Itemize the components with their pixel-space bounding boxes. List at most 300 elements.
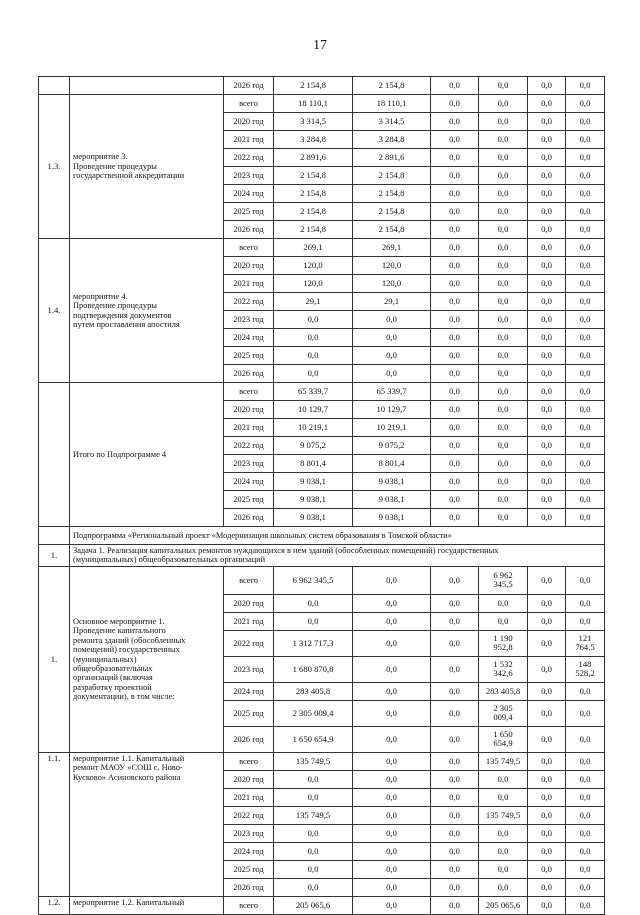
value-cell: 0,0 bbox=[431, 824, 479, 842]
row-number-cell bbox=[39, 383, 70, 527]
value-cell: 10 129,7 bbox=[353, 401, 431, 419]
value-cell: 0,0 bbox=[528, 473, 566, 491]
row-number-cell bbox=[39, 527, 70, 545]
value-cell: 0,0 bbox=[479, 509, 528, 527]
value-cell: 0,0 bbox=[274, 594, 353, 612]
year-cell: 2025 год bbox=[224, 491, 274, 509]
value-cell: 9 075,2 bbox=[274, 437, 353, 455]
value-cell: 0,0 bbox=[528, 455, 566, 473]
value-cell: 0,0 bbox=[479, 824, 528, 842]
value-cell: 0,0 bbox=[479, 473, 528, 491]
value-cell: 0,0 bbox=[566, 824, 605, 842]
year-cell: 2024 год bbox=[224, 842, 274, 860]
value-cell: 0,0 bbox=[353, 752, 431, 770]
value-cell: 0,0 bbox=[431, 293, 479, 311]
value-cell: 0,0 bbox=[479, 401, 528, 419]
value-cell: 0,0 bbox=[431, 311, 479, 329]
year-cell: 2025 год bbox=[224, 347, 274, 365]
value-cell: 0,0 bbox=[431, 95, 479, 113]
table-row bbox=[39, 95, 605, 113]
value-cell: 2 154,8 bbox=[353, 77, 431, 95]
value-cell: 205 065,6 bbox=[479, 896, 528, 914]
value-cell: 0,0 bbox=[431, 806, 479, 824]
value-cell: 0,0 bbox=[566, 491, 605, 509]
value-cell: 0,0 bbox=[431, 149, 479, 167]
value-cell: 120,0 bbox=[353, 257, 431, 275]
value-cell: 0,0 bbox=[274, 770, 353, 788]
value-cell: 0,0 bbox=[479, 612, 528, 630]
value-cell: 2 154,8 bbox=[274, 221, 353, 239]
value-cell: 0,0 bbox=[431, 860, 479, 878]
value-cell: 0,0 bbox=[431, 275, 479, 293]
year-cell: 2025 год bbox=[224, 203, 274, 221]
value-cell: 9 038,1 bbox=[353, 509, 431, 527]
value-cell: 0,0 bbox=[566, 419, 605, 437]
value-cell: 0,0 bbox=[274, 347, 353, 365]
value-cell: 8 801,4 bbox=[274, 455, 353, 473]
value-cell: 0,0 bbox=[431, 131, 479, 149]
year-cell: 2020 год bbox=[224, 401, 274, 419]
value-cell: 135 749,5 bbox=[479, 806, 528, 824]
year-cell: 2022 год bbox=[224, 149, 274, 167]
value-cell: 0,0 bbox=[528, 311, 566, 329]
value-cell: 0,0 bbox=[528, 630, 566, 656]
year-cell: 2021 год bbox=[224, 612, 274, 630]
value-cell: 3 314,5 bbox=[353, 113, 431, 131]
value-cell: 0,0 bbox=[528, 149, 566, 167]
value-cell: 0,0 bbox=[353, 594, 431, 612]
value-cell: 0,0 bbox=[274, 311, 353, 329]
subprogram-row bbox=[39, 527, 605, 545]
value-cell: 0,0 bbox=[566, 752, 605, 770]
year-cell: 2020 год bbox=[224, 257, 274, 275]
value-cell: 283 405,8 bbox=[274, 682, 353, 700]
value-cell: 0,0 bbox=[431, 726, 479, 752]
row-number-cell: 1.3. bbox=[39, 95, 70, 239]
row-number-cell: 1.4. bbox=[39, 239, 70, 383]
year-cell: всего bbox=[224, 752, 274, 770]
value-cell: 0,0 bbox=[353, 566, 431, 594]
value-cell: 0,0 bbox=[479, 203, 528, 221]
year-cell: 2022 год bbox=[224, 630, 274, 656]
value-cell: 0,0 bbox=[431, 167, 479, 185]
value-cell: 205 065,6 bbox=[274, 896, 353, 914]
value-cell: 0,0 bbox=[566, 257, 605, 275]
value-cell: 0,0 bbox=[353, 365, 431, 383]
value-cell: 0,0 bbox=[274, 842, 353, 860]
value-cell: 0,0 bbox=[528, 842, 566, 860]
value-cell: 0,0 bbox=[431, 329, 479, 347]
value-cell: 0,0 bbox=[431, 612, 479, 630]
value-cell: 0,0 bbox=[431, 878, 479, 896]
value-cell: 0,0 bbox=[528, 239, 566, 257]
value-cell: 0,0 bbox=[479, 77, 528, 95]
value-cell: 0,0 bbox=[479, 365, 528, 383]
value-cell: 0,0 bbox=[479, 770, 528, 788]
year-cell: 2022 год bbox=[224, 806, 274, 824]
value-cell: 2 154,8 bbox=[274, 185, 353, 203]
value-cell: 120,0 bbox=[274, 275, 353, 293]
value-cell: 0,0 bbox=[431, 656, 479, 682]
value-cell: 0,0 bbox=[528, 203, 566, 221]
value-cell: 0,0 bbox=[528, 167, 566, 185]
value-cell: 0,0 bbox=[528, 185, 566, 203]
budget-table bbox=[38, 76, 605, 915]
value-cell: 2 305 009,4 bbox=[479, 700, 528, 726]
value-cell: 0,0 bbox=[566, 293, 605, 311]
value-cell: 3 284,8 bbox=[274, 131, 353, 149]
value-cell: 0,0 bbox=[353, 842, 431, 860]
value-cell: 2 154,8 bbox=[353, 203, 431, 221]
value-cell: 0,0 bbox=[353, 824, 431, 842]
year-cell: всего bbox=[224, 95, 274, 113]
year-cell: 2023 год bbox=[224, 167, 274, 185]
value-cell: 2 154,8 bbox=[353, 221, 431, 239]
value-cell: 0,0 bbox=[566, 113, 605, 131]
value-cell: 0,0 bbox=[566, 473, 605, 491]
value-cell: 0,0 bbox=[566, 842, 605, 860]
year-cell: 2024 год bbox=[224, 682, 274, 700]
value-cell: 0,0 bbox=[528, 437, 566, 455]
year-cell: 2026 год bbox=[224, 726, 274, 752]
value-cell: 65 339,7 bbox=[353, 383, 431, 401]
value-cell: 0,0 bbox=[566, 275, 605, 293]
value-cell: 0,0 bbox=[274, 365, 353, 383]
value-cell: 8 801,4 bbox=[353, 455, 431, 473]
value-cell: 269,1 bbox=[353, 239, 431, 257]
value-cell: 0,0 bbox=[566, 682, 605, 700]
value-cell: 18 110,1 bbox=[274, 95, 353, 113]
value-cell: 0,0 bbox=[479, 257, 528, 275]
value-cell: 0,0 bbox=[528, 113, 566, 131]
value-cell: 0,0 bbox=[431, 682, 479, 700]
value-cell: 0,0 bbox=[566, 167, 605, 185]
row-number-cell bbox=[39, 77, 70, 95]
value-cell: 283 405,8 bbox=[479, 682, 528, 700]
value-cell: 0,0 bbox=[566, 700, 605, 726]
value-cell: 0,0 bbox=[479, 293, 528, 311]
value-cell: 0,0 bbox=[431, 203, 479, 221]
value-cell: 0,0 bbox=[566, 612, 605, 630]
year-cell: 2021 год bbox=[224, 131, 274, 149]
value-cell: 0,0 bbox=[353, 311, 431, 329]
value-cell: 0,0 bbox=[479, 329, 528, 347]
year-cell: всего bbox=[224, 383, 274, 401]
value-cell: 0,0 bbox=[566, 365, 605, 383]
value-cell: 148 528,2 bbox=[566, 656, 605, 682]
row-number-cell: 1. bbox=[39, 566, 70, 752]
activity-name-cell bbox=[70, 77, 224, 95]
value-cell: 2 154,8 bbox=[353, 185, 431, 203]
activity-name-cell: мероприятие 4. Проведение процедуры подтверждения документов путем проставления апостиля bbox=[70, 239, 224, 383]
year-cell: 2024 год bbox=[224, 329, 274, 347]
year-cell: 2020 год bbox=[224, 770, 274, 788]
value-cell: 1 650 654,9 bbox=[479, 726, 528, 752]
value-cell: 0,0 bbox=[479, 594, 528, 612]
year-cell: 2022 год bbox=[224, 293, 274, 311]
value-cell: 0,0 bbox=[528, 365, 566, 383]
value-cell: 0,0 bbox=[479, 311, 528, 329]
value-cell: 0,0 bbox=[566, 131, 605, 149]
year-cell: 2021 год bbox=[224, 419, 274, 437]
value-cell: 0,0 bbox=[274, 329, 353, 347]
page-number: 17 bbox=[313, 38, 327, 53]
value-cell: 0,0 bbox=[528, 131, 566, 149]
value-cell: 0,0 bbox=[431, 700, 479, 726]
value-cell: 0,0 bbox=[353, 806, 431, 824]
value-cell: 0,0 bbox=[353, 682, 431, 700]
year-cell: 2025 год bbox=[224, 700, 274, 726]
value-cell: 18 110,1 bbox=[353, 95, 431, 113]
subprogram-title: Подпрограмма «Региональный проект «Модернизация школьных систем образования в Томской области» bbox=[70, 527, 605, 545]
task-text: Задача 1. Реализация капитальных ремонтов нуждающихся в нем зданий (обособленных помещений) государственных (муниципальных) общеобразовательных организаций bbox=[70, 545, 605, 567]
value-cell: 0,0 bbox=[431, 788, 479, 806]
value-cell: 0,0 bbox=[274, 788, 353, 806]
value-cell: 0,0 bbox=[353, 347, 431, 365]
value-cell: 121 764,5 bbox=[566, 630, 605, 656]
value-cell: 0,0 bbox=[566, 347, 605, 365]
value-cell: 0,0 bbox=[431, 896, 479, 914]
value-cell: 0,0 bbox=[479, 419, 528, 437]
table-row bbox=[39, 896, 605, 914]
value-cell: 120,0 bbox=[353, 275, 431, 293]
value-cell: 0,0 bbox=[566, 566, 605, 594]
value-cell: 0,0 bbox=[566, 203, 605, 221]
value-cell: 0,0 bbox=[274, 824, 353, 842]
value-cell: 0,0 bbox=[479, 185, 528, 203]
value-cell: 0,0 bbox=[353, 896, 431, 914]
value-cell: 0,0 bbox=[479, 275, 528, 293]
task-number: 1. bbox=[39, 545, 70, 567]
value-cell: 0,0 bbox=[528, 806, 566, 824]
value-cell: 0,0 bbox=[479, 437, 528, 455]
value-cell: 0,0 bbox=[566, 806, 605, 824]
value-cell: 0,0 bbox=[528, 770, 566, 788]
year-cell: 2026 год bbox=[224, 77, 274, 95]
value-cell: 0,0 bbox=[528, 383, 566, 401]
value-cell: 1 680 870,8 bbox=[274, 656, 353, 682]
year-cell: 2023 год bbox=[224, 311, 274, 329]
value-cell: 0,0 bbox=[431, 594, 479, 612]
value-cell: 0,0 bbox=[431, 77, 479, 95]
value-cell: 0,0 bbox=[431, 491, 479, 509]
value-cell: 0,0 bbox=[528, 594, 566, 612]
activity-name-cell: мероприятие 1.1. Капитальный ремонт МАОУ «СОШ с. Ново- Кусково» Асиновского района bbox=[70, 752, 224, 896]
value-cell: 0,0 bbox=[479, 239, 528, 257]
value-cell: 0,0 bbox=[566, 788, 605, 806]
value-cell: 0,0 bbox=[431, 455, 479, 473]
value-cell: 0,0 bbox=[566, 455, 605, 473]
value-cell: 9 038,1 bbox=[353, 491, 431, 509]
value-cell: 2 154,8 bbox=[274, 203, 353, 221]
value-cell: 2 891,6 bbox=[353, 149, 431, 167]
value-cell: 0,0 bbox=[528, 656, 566, 682]
value-cell: 0,0 bbox=[566, 726, 605, 752]
value-cell: 0,0 bbox=[566, 509, 605, 527]
value-cell: 2 154,8 bbox=[274, 77, 353, 95]
row-number-cell: 1.2. bbox=[39, 896, 70, 914]
value-cell: 29,1 bbox=[274, 293, 353, 311]
value-cell: 0,0 bbox=[274, 878, 353, 896]
year-cell: 2026 год bbox=[224, 509, 274, 527]
value-cell: 0,0 bbox=[528, 566, 566, 594]
year-cell: 2023 год bbox=[224, 824, 274, 842]
value-cell: 0,0 bbox=[528, 401, 566, 419]
value-cell: 0,0 bbox=[566, 149, 605, 167]
value-cell: 3 314,5 bbox=[274, 113, 353, 131]
value-cell: 0,0 bbox=[479, 788, 528, 806]
value-cell: 0,0 bbox=[566, 383, 605, 401]
value-cell: 0,0 bbox=[566, 896, 605, 914]
value-cell: 0,0 bbox=[431, 113, 479, 131]
value-cell: 6 962 345,5 bbox=[479, 566, 528, 594]
value-cell: 10 129,7 bbox=[274, 401, 353, 419]
year-cell: всего bbox=[224, 896, 274, 914]
value-cell: 0,0 bbox=[431, 419, 479, 437]
activity-name-cell: Основное мероприятие 1. Проведение капитального ремонта зданий (обособленных помещений) государственных (муниципальных) общеобразовательных организаций (включая разработку проектной документации), в том числе: bbox=[70, 566, 224, 752]
value-cell: 0,0 bbox=[431, 509, 479, 527]
row-number-cell: 1.1. bbox=[39, 752, 70, 896]
value-cell: 0,0 bbox=[431, 770, 479, 788]
value-cell: 6 962 345,5 bbox=[274, 566, 353, 594]
value-cell: 0,0 bbox=[274, 612, 353, 630]
value-cell: 9 075,2 bbox=[353, 437, 431, 455]
value-cell: 0,0 bbox=[479, 455, 528, 473]
value-cell: 0,0 bbox=[566, 878, 605, 896]
table-row bbox=[39, 383, 605, 401]
table-row bbox=[39, 77, 605, 95]
value-cell: 0,0 bbox=[431, 239, 479, 257]
activity-name-cell: Итого по Подпрограмме 4 bbox=[70, 383, 224, 527]
value-cell: 0,0 bbox=[528, 896, 566, 914]
year-cell: 2023 год bbox=[224, 656, 274, 682]
value-cell: 0,0 bbox=[353, 612, 431, 630]
value-cell: 1 532 342,6 bbox=[479, 656, 528, 682]
year-cell: 2020 год bbox=[224, 594, 274, 612]
year-cell: 2026 год bbox=[224, 221, 274, 239]
value-cell: 10 219,1 bbox=[353, 419, 431, 437]
value-cell: 9 038,1 bbox=[274, 509, 353, 527]
value-cell: 0,0 bbox=[353, 329, 431, 347]
value-cell: 0,0 bbox=[566, 770, 605, 788]
value-cell: 0,0 bbox=[353, 700, 431, 726]
value-cell: 0,0 bbox=[528, 221, 566, 239]
value-cell: 0,0 bbox=[528, 788, 566, 806]
value-cell: 0,0 bbox=[528, 612, 566, 630]
value-cell: 2 891,6 bbox=[274, 149, 353, 167]
value-cell: 0,0 bbox=[431, 566, 479, 594]
value-cell: 0,0 bbox=[479, 95, 528, 113]
value-cell: 2 154,8 bbox=[274, 167, 353, 185]
value-cell: 0,0 bbox=[479, 383, 528, 401]
value-cell: 0,0 bbox=[479, 167, 528, 185]
table-row bbox=[39, 239, 605, 257]
value-cell: 0,0 bbox=[431, 383, 479, 401]
value-cell: 0,0 bbox=[566, 437, 605, 455]
value-cell: 0,0 bbox=[528, 726, 566, 752]
value-cell: 0,0 bbox=[479, 131, 528, 149]
value-cell: 0,0 bbox=[479, 347, 528, 365]
task-row bbox=[39, 545, 605, 567]
value-cell: 29,1 bbox=[353, 293, 431, 311]
year-cell: 2026 год bbox=[224, 878, 274, 896]
year-cell: 2020 год bbox=[224, 113, 274, 131]
value-cell: 0,0 bbox=[566, 239, 605, 257]
value-cell: 0,0 bbox=[528, 95, 566, 113]
value-cell: 0,0 bbox=[353, 726, 431, 752]
value-cell: 0,0 bbox=[528, 77, 566, 95]
value-cell: 9 038,1 bbox=[274, 473, 353, 491]
value-cell: 0,0 bbox=[528, 878, 566, 896]
activity-name-cell: мероприятие 1.2. Капитальный bbox=[70, 896, 224, 914]
value-cell: 1 650 654,9 bbox=[274, 726, 353, 752]
year-cell: 2021 год bbox=[224, 788, 274, 806]
year-cell: всего bbox=[224, 239, 274, 257]
value-cell: 0,0 bbox=[431, 437, 479, 455]
value-cell: 0,0 bbox=[528, 860, 566, 878]
year-cell: 2022 год bbox=[224, 437, 274, 455]
value-cell: 0,0 bbox=[566, 594, 605, 612]
value-cell: 0,0 bbox=[566, 401, 605, 419]
value-cell: 0,0 bbox=[431, 185, 479, 203]
value-cell: 2 154,8 bbox=[353, 167, 431, 185]
value-cell: 0,0 bbox=[566, 77, 605, 95]
value-cell: 0,0 bbox=[353, 656, 431, 682]
value-cell: 0,0 bbox=[528, 419, 566, 437]
value-cell: 0,0 bbox=[528, 700, 566, 726]
value-cell: 135 749,5 bbox=[274, 752, 353, 770]
value-cell: 0,0 bbox=[353, 878, 431, 896]
value-cell: 0,0 bbox=[431, 630, 479, 656]
value-cell: 269,1 bbox=[274, 239, 353, 257]
value-cell: 0,0 bbox=[479, 878, 528, 896]
value-cell: 9 038,1 bbox=[353, 473, 431, 491]
value-cell: 0,0 bbox=[479, 860, 528, 878]
value-cell: 0,0 bbox=[353, 770, 431, 788]
value-cell: 0,0 bbox=[528, 257, 566, 275]
value-cell: 0,0 bbox=[353, 860, 431, 878]
value-cell: 0,0 bbox=[528, 293, 566, 311]
value-cell: 0,0 bbox=[479, 149, 528, 167]
year-cell: 2024 год bbox=[224, 473, 274, 491]
value-cell: 0,0 bbox=[528, 682, 566, 700]
value-cell: 3 284,8 bbox=[353, 131, 431, 149]
value-cell: 120,0 bbox=[274, 257, 353, 275]
activity-name-cell: мероприятие 3. Проведение процедуры государственной аккредитации bbox=[70, 95, 224, 239]
value-cell: 0,0 bbox=[431, 401, 479, 419]
year-cell: 2026 год bbox=[224, 365, 274, 383]
value-cell: 0,0 bbox=[479, 113, 528, 131]
value-cell: 65 339,7 bbox=[274, 383, 353, 401]
value-cell: 0,0 bbox=[566, 95, 605, 113]
value-cell: 0,0 bbox=[479, 842, 528, 860]
value-cell: 0,0 bbox=[528, 752, 566, 770]
value-cell: 0,0 bbox=[566, 311, 605, 329]
value-cell: 0,0 bbox=[431, 365, 479, 383]
value-cell: 1 190 952,8 bbox=[479, 630, 528, 656]
value-cell: 0,0 bbox=[274, 860, 353, 878]
table-row bbox=[39, 752, 605, 770]
value-cell: 0,0 bbox=[528, 329, 566, 347]
value-cell: 0,0 bbox=[353, 788, 431, 806]
value-cell: 0,0 bbox=[566, 329, 605, 347]
value-cell: 0,0 bbox=[431, 842, 479, 860]
value-cell: 2 305 009,4 bbox=[274, 700, 353, 726]
year-cell: 2024 год bbox=[224, 185, 274, 203]
value-cell: 0,0 bbox=[528, 509, 566, 527]
value-cell: 0,0 bbox=[566, 860, 605, 878]
table-row bbox=[39, 566, 605, 594]
